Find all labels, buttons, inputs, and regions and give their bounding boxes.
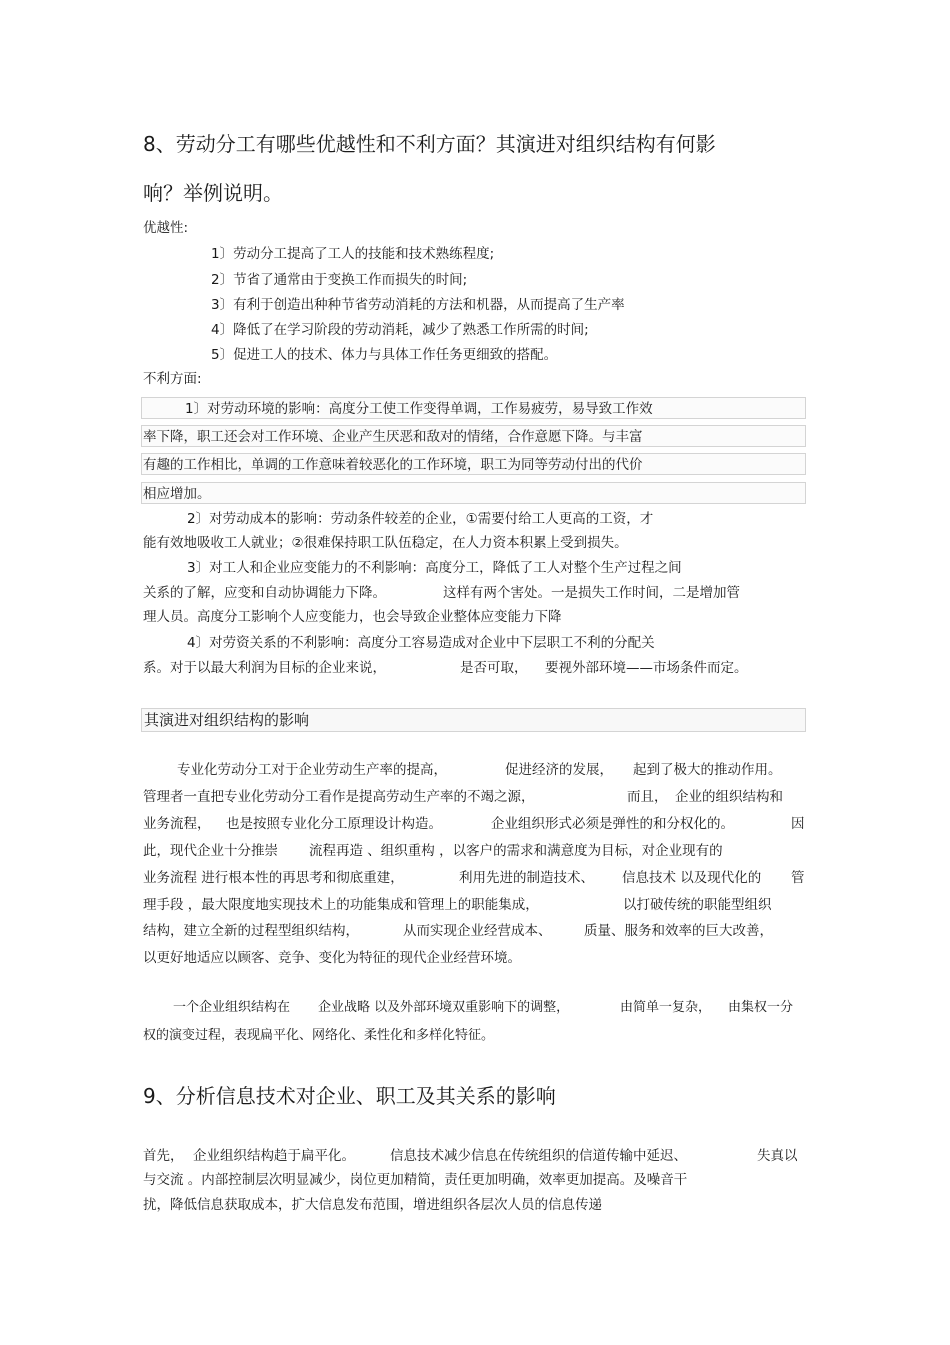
disadvantage-item-4-line: 系。对于以最大利润为目标的企业来说，	[143, 660, 386, 676]
q9-paragraph-line: 失真以	[757, 1148, 798, 1164]
evolution-paragraph-line: 管	[791, 870, 805, 886]
disadvantage-item-2-line: 2〕对劳动成本的影响：劳动条件较差的企业，①需要付给工人更高的工资，才	[187, 511, 654, 527]
q9-title: 9、分析信息技术对企业、职工及其关系的影响	[143, 1084, 556, 1108]
evolution-paragraph-line: 流程再造 、组织重构 ，以客户的需求和满意度为目标，对企业现有的	[309, 843, 723, 859]
evolution-paragraph-line: 起到了极大的推动作用。	[633, 762, 782, 778]
evolution-paragraph-line: 此，现代企业十分推崇	[143, 843, 278, 859]
q9-paragraph-line: 企业组织结构趋于扁平化。	[193, 1148, 355, 1164]
evolution-paragraph-line: 从而实现企业经营成本、	[403, 923, 552, 939]
evolution-paragraph-line: 企业战略 以及外部环境双重影响下的调整，	[318, 1000, 570, 1015]
evolution-paragraph-line: 利用先进的制造技术、	[459, 870, 594, 886]
disadvantage-item-3-line: 关系的了解，应变和自动协调能力下降。	[143, 585, 386, 601]
evolution-paragraph-line: 以打破传统的职能型组织	[623, 897, 772, 913]
advantage-item: 4〕降低了在学习阶段的劳动消耗，减少了熟悉工作所需的时间;	[211, 322, 589, 338]
disadvantage-item-3-line: 这样有两个害处。一是损失工作时间，二是增加管	[443, 585, 740, 601]
highlight-box-row	[141, 425, 806, 447]
evolution-paragraph-line: 结构，建立全新的过程型组织结构，	[143, 923, 359, 939]
advantage-item: 5〕促进工人的技术、体力与具体工作任务更细致的搭配。	[211, 347, 558, 363]
evolution-paragraph-line: 权的演变过程，表现扁平化、网络化、柔性化和多样化特征。	[143, 1028, 495, 1043]
disadvantage-item-2-line: 能有效地吸收工人就业；②很难保持职工队伍稳定，在人力资本积累上受到损失。	[143, 535, 628, 551]
evolution-paragraph-line: 企业组织形式必须是弹性的和分权化的。	[491, 816, 734, 832]
disadvantage-item-1-line: 有趣的工作相比，单调的工作意味着较恶化的工作环境，职工为同等劳动付出的代价	[143, 457, 643, 473]
advantages-label: 优越性:	[143, 220, 189, 236]
evolution-paragraph-line: 质量、服务和效率的巨大改善，	[584, 923, 773, 939]
advantage-item: 1〕劳动分工提高了工人的技能和技术熟练程度;	[211, 246, 495, 262]
evolution-paragraph-line: 信息技术 以及现代化的	[622, 870, 762, 886]
evolution-paragraph-line: 由简单一复杂，	[620, 1000, 712, 1015]
advantage-item: 2〕节省了通常由于变换工作而损失的时间;	[211, 272, 468, 288]
disadvantage-item-1-line: 率下降，职工还会对工作环境、企业产生厌恶和敌对的情绪，合作意愿下降。与丰富	[143, 429, 643, 445]
evolution-paragraph-line: 因	[791, 816, 805, 832]
evolution-heading-box	[141, 708, 806, 732]
highlight-box-row	[141, 482, 806, 504]
q9-paragraph-line: 首先，	[143, 1148, 184, 1164]
evolution-paragraph-line: 专业化劳动分工对于企业劳动生产率的提高，	[177, 762, 447, 778]
disadvantage-item-4-line: 是否可取，	[460, 660, 528, 676]
evolution-paragraph-line: 企业的组织结构和	[675, 789, 783, 805]
evolution-paragraph-line: 而且，	[627, 789, 668, 805]
disadvantages-label: 不利方面:	[143, 371, 202, 387]
evolution-heading: 其演进对组织结构的影响	[144, 711, 310, 729]
disadvantage-item-1-line: 相应增加。	[143, 486, 211, 502]
advantage-item: 3〕有利于创造出种种节省劳动消耗的方法和机器，从而提高了生产率	[211, 297, 625, 313]
evolution-paragraph-line: 促进经济的发展，	[505, 762, 613, 778]
disadvantage-item-1-line: 1〕对劳动环境的影响：高度分工使工作变得单调，工作易疲劳，易导致工作效	[185, 401, 653, 417]
evolution-paragraph-line: 理手段 ，最大限度地实现技术上的功能集成和管理上的职能集成，	[143, 897, 539, 913]
evolution-paragraph-line: 由集权一分	[728, 1000, 794, 1015]
disadvantage-item-3-line: 理人员。高度分工影响个人应变能力，也会导致企业整体应变能力下降	[143, 609, 562, 625]
evolution-paragraph-line: 以更好地适应以顾客、竞争、变化为特征的现代企业经营环境。	[143, 950, 521, 966]
evolution-paragraph-line: 业务流程 进行根本性的再思考和彻底重建，	[143, 870, 404, 886]
highlight-box-row	[141, 453, 806, 475]
disadvantage-item-4-line: 4〕对劳资关系的不利影响：高度分工容易造成对企业中下层职工不利的分配关	[187, 635, 655, 651]
q8-title-line1: 8、劳动分工有哪些优越性和不利方面？其演进对组织结构有何影	[143, 132, 716, 156]
disadvantage-item-3-line: 3〕对工人和企业应变能力的不利影响：高度分工，降低了工人对整个生产过程之间	[187, 560, 682, 576]
evolution-paragraph-line: 一个企业组织结构在	[173, 1000, 291, 1015]
evolution-paragraph-line: 业务流程，	[143, 816, 211, 832]
highlight-box-row	[141, 397, 806, 419]
disadvantage-item-4-line: 要视外部环境——市场条件而定。	[545, 660, 748, 676]
q9-paragraph-line: 信息技术减少信息在传统组织的信道传输中延迟、	[390, 1148, 687, 1164]
q8-title-line2: 响？举例说明。	[143, 181, 283, 205]
q9-paragraph-line: 与交流 。内部控制层次明显减少，岗位更加精简，责任更加明确，效率更加提高。及噪音干	[143, 1172, 688, 1188]
q9-paragraph-line: 扰，降低信息获取成本，扩大信息发布范围，增进组织各层次人员的信息传递	[143, 1197, 602, 1213]
evolution-paragraph-line: 管理者一直把专业化劳动分工看作是提高劳动生产率的不竭之源，	[143, 789, 535, 805]
evolution-paragraph-line: 也是按照专业化分工原理设计构造。	[226, 816, 442, 832]
